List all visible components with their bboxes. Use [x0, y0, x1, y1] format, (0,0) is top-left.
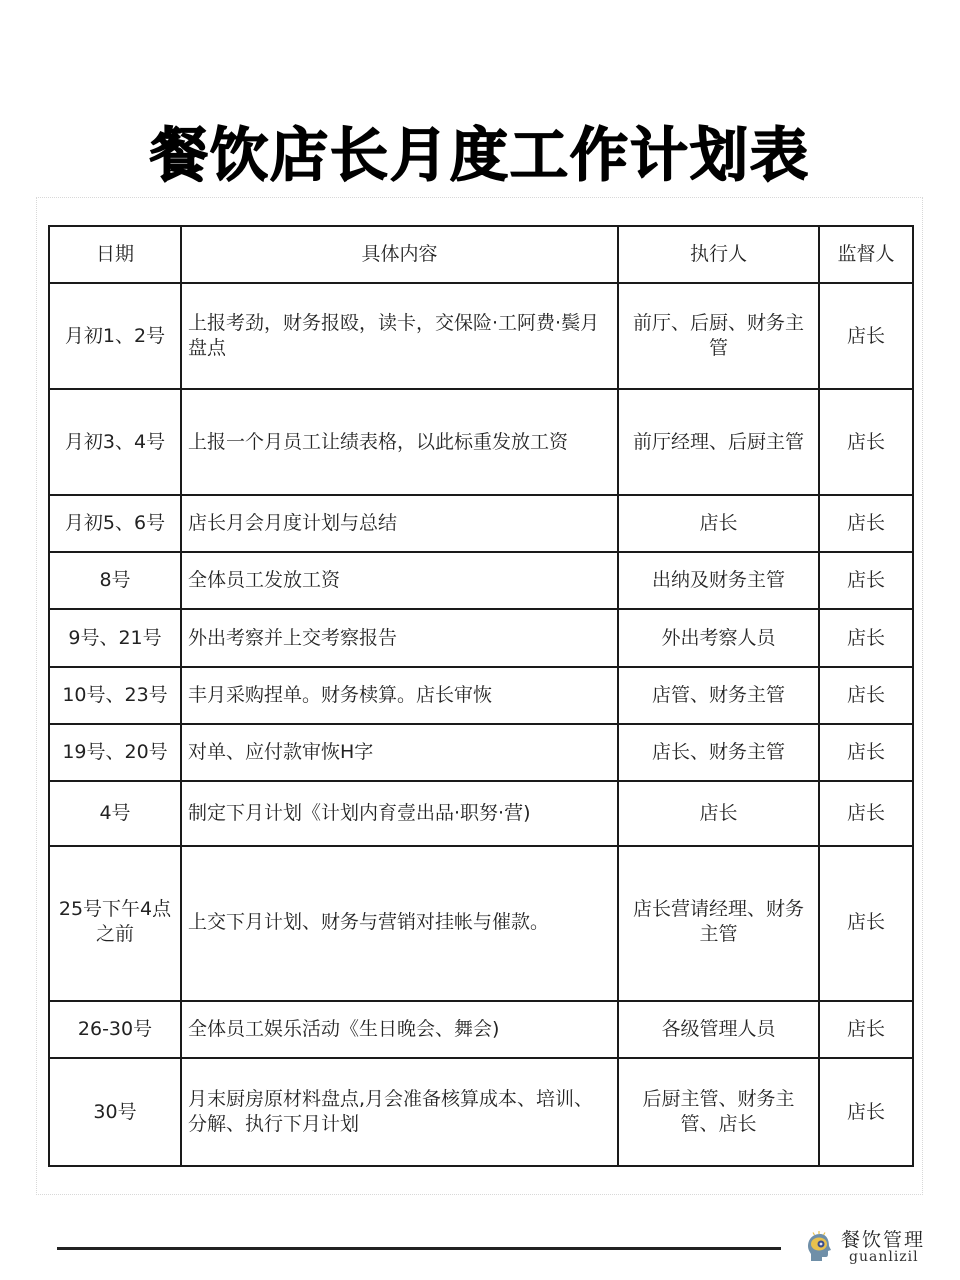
cell-executor: 外出考察人员 — [618, 609, 819, 667]
cell-date: 19号、20号 — [49, 724, 181, 781]
cell-content: 月末厨房原材料盘点,月会准备核算成本、培训、分解、执行下月计划 — [181, 1058, 618, 1166]
logo-text-en: guanlizil — [849, 1249, 919, 1265]
work-plan-table — [48, 225, 914, 1167]
table-row — [49, 1058, 913, 1166]
header-date: 日期 — [49, 226, 181, 283]
cell-content: 全体员工娱乐活动《生日晚会、舞会) — [181, 1001, 618, 1058]
cell-content: 上报考劲，财务报殴，读卡，交保险·工阿费·鬓月盘点 — [181, 283, 618, 389]
cell-executor: 店长营请经理、财务主管 — [618, 846, 819, 1001]
cell-content: 丰月采购捏单。财务椟算。店长审恢 — [181, 667, 618, 724]
cell-executor: 店管、财务主管 — [618, 667, 819, 724]
table-row — [49, 846, 913, 1001]
head-brain-icon — [805, 1231, 835, 1263]
cell-date: 月初3、4号 — [49, 389, 181, 495]
cell-date: 4号 — [49, 781, 181, 846]
cell-supervisor: 店长 — [819, 781, 913, 846]
header-content: 具体内容 — [181, 226, 618, 283]
cell-date: 30号 — [49, 1058, 181, 1166]
cell-executor: 前厅、后厨、财务主管 — [618, 283, 819, 389]
cell-date: 月初1、2号 — [49, 283, 181, 389]
cell-content: 上交下月计划、财务与营销对挂帐与催款。 — [181, 846, 618, 1001]
brand-logo — [805, 1225, 925, 1270]
table-row — [49, 283, 913, 389]
cell-executor: 出纳及财务主管 — [618, 552, 819, 609]
table-row — [49, 495, 913, 552]
header-supervisor: 监督人 — [819, 226, 913, 283]
cell-executor: 前厅经理、后厨主管 — [618, 389, 819, 495]
cell-supervisor: 店长 — [819, 846, 913, 1001]
cell-executor: 各级管理人员 — [618, 1001, 819, 1058]
cell-content: 制定下月计划《计划内育壹出品·职努·营) — [181, 781, 618, 846]
cell-supervisor: 店长 — [819, 1001, 913, 1058]
footer-divider — [57, 1247, 781, 1250]
table-row — [49, 781, 913, 846]
cell-supervisor: 店长 — [819, 389, 913, 495]
logo-text-cn: 餐饮管理 — [841, 1229, 926, 1251]
table-row — [49, 724, 913, 781]
cell-supervisor: 店长 — [819, 1058, 913, 1166]
cell-executor: 店长 — [618, 495, 819, 552]
cell-executor: 店长 — [618, 781, 819, 846]
cell-date: 9号、21号 — [49, 609, 181, 667]
cell-date: 8号 — [49, 552, 181, 609]
cell-date: 25号下午4点之前 — [49, 846, 181, 1001]
cell-executor: 后厨主管、财务主管、店长 — [618, 1058, 819, 1166]
table-row — [49, 389, 913, 495]
cell-content: 外出考察并上交考察报告 — [181, 609, 618, 667]
cell-supervisor: 店长 — [819, 667, 913, 724]
cell-content: 全体员工发放工资 — [181, 552, 618, 609]
cell-supervisor: 店长 — [819, 495, 913, 552]
cell-date: 26-30号 — [49, 1001, 181, 1058]
cell-content: 对单、应付款审恢H字 — [181, 724, 618, 781]
table-row — [49, 552, 913, 609]
header-executor: 执行人 — [618, 226, 819, 283]
cell-supervisor: 店长 — [819, 609, 913, 667]
table-row — [49, 667, 913, 724]
table-header-row — [49, 226, 913, 283]
cell-content: 上报一个月员工让绩表格，以此标重发放工资 — [181, 389, 618, 495]
cell-date: 月初5、6号 — [49, 495, 181, 552]
page-title: 餐饮店长月度工作计划表 — [149, 121, 810, 189]
cell-executor: 店长、财务主管 — [618, 724, 819, 781]
cell-supervisor: 店长 — [819, 283, 913, 389]
cell-supervisor: 店长 — [819, 724, 913, 781]
cell-date: 10号、23号 — [49, 667, 181, 724]
table-row — [49, 609, 913, 667]
cell-supervisor: 店长 — [819, 552, 913, 609]
cell-content: 店长月会月度计划与总结 — [181, 495, 618, 552]
table-row — [49, 1001, 913, 1058]
